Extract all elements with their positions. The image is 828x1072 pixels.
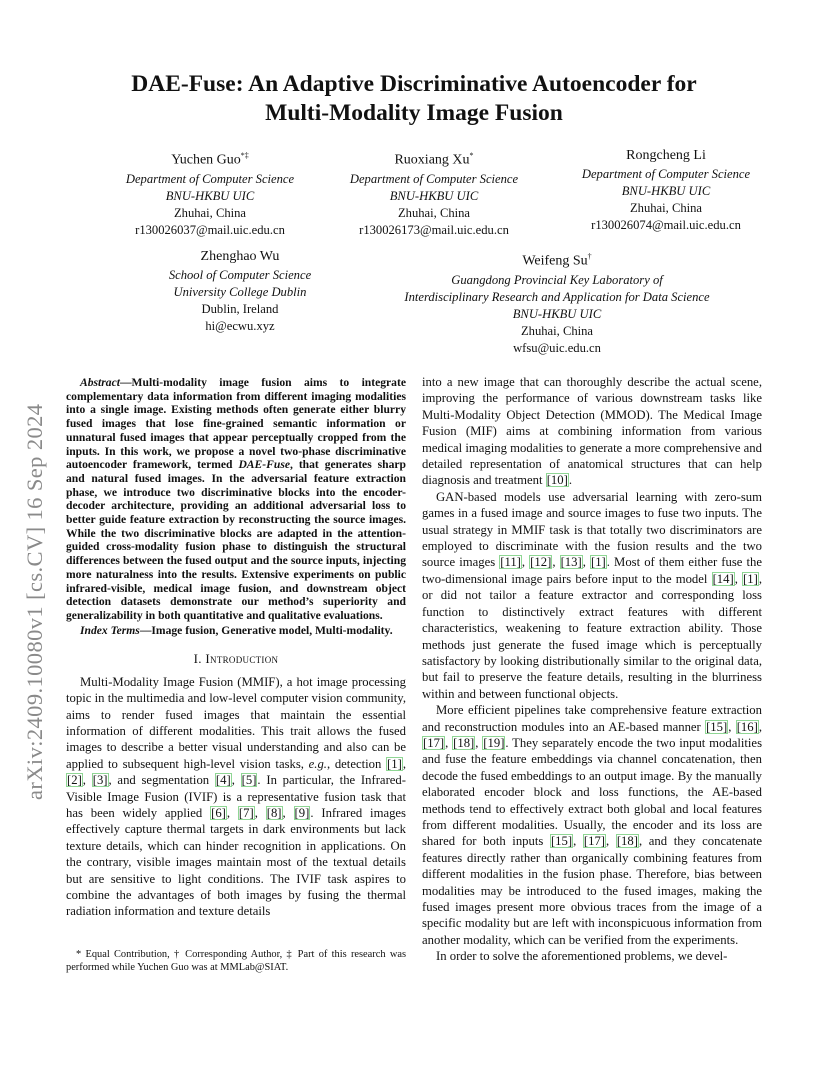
author-city: Dublin, Ireland	[201, 302, 279, 316]
citation-link[interactable]: [11]	[500, 555, 521, 570]
right-paragraph-4: In order to solve the aforementioned problems, we devel-	[436, 949, 728, 964]
author-email[interactable]: r130026173@mail.uic.edu.cn	[359, 222, 509, 237]
citation-link[interactable]: [5]	[241, 773, 257, 788]
citation-link[interactable]: [12]	[530, 555, 552, 570]
author-block-2	[324, 146, 544, 239]
author-block-1	[100, 146, 320, 239]
intro-paragraph-1: Multi-Modality Image Fusion (MMIF), a hot image processing topic in the multimedia and low-level computer vision community, aims to render fused images that maintain the essential information of different modalities. This trait allows the fused images to describe a better visual understanding and also can be applied to subsequent high-level vision tasks, e.g., detection [1], [2], [3], and segmentation [4], [5]. In particular, the Infrared-Visible Image Fusion (IVIF) is a representative fusion task that has been widely applied [6], [7], [8], [9]. Infrared images effectively capture thermal targets in dark environments but lack texture details, which can hinder recognition in applications. On the contrary, visible images maintain most of the textual details but are sensitive to light conditions. The IVIF task aspires to combine the advantages of both images by fusing the thermal radiation information and texture details	[66, 674, 406, 919]
index-terms: Index Terms—Image fusion, Generative model, Multi-modality.	[80, 623, 393, 637]
author-city: Zhuhai, China	[397, 205, 471, 220]
author-inst: BNU-HKBU UIC	[389, 188, 479, 203]
method-name: DAE-Fuse	[238, 458, 290, 472]
author-city: Zhuhai, China	[629, 201, 703, 215]
citation-link[interactable]: [18]	[616, 834, 638, 849]
citation-link[interactable]: [13]	[560, 555, 582, 570]
citation-link[interactable]: [18]	[453, 735, 475, 750]
author-email[interactable]: hi@ecwu.xyz	[205, 319, 275, 333]
citation-link[interactable]: [16]	[736, 719, 758, 734]
author-mark: †	[587, 252, 592, 261]
right-paragraph-1: into a new image that can thoroughly describe the actual scene, improving the performance of various downstream tasks like Multi-Modality Object Detection (MMOD). The Medical Image Fusion (MIF) aims at combining information from various medical imaging modalities to generate a more comprehensive and detailed representation of anatomical structures that can help diagnosis and treatment [10].	[422, 375, 762, 488]
right-paragraph-2: GAN-based models use adversarial learning with zero-sum games in a fused image and source images to fuse two inputs. The usual strategy in MMIF task is that totally two discriminators are employed to discriminate with the fusion results and the two source images [11], [12], [13], [1]. Most of them either fuse the two-dimensional image pairs before input to the model [14], [1], or did not tailor a feature extractor and corresponding loss function to distinctively extract features with different characteristics, weakening to feature extraction ability. Those methods just generate the fused image which is perceptually satisfactory by looking distributionally similar to the original data, but fail to preserve the feature details, resulting in the blurriness within and between functional objects.	[422, 489, 763, 701]
right-paragraph-3: More efficient pipelines take comprehensive feature extraction and reconstruction modules into an AE-based manner [15], [16], [17], [18], [19]. They separately encode the two input modalities and fuse the feature embeddings via channel concatenation, then decode the fused embeddings to an output image. By the manually elaborated encoder block and loss functions, the AE-based methods tend to effectively extract both global and local features from different modalities. Usually, the encoder and its loss are shared for both inputs [15], [17], [18], and they concatenate features directly rather than organically combining features from different modalities in the fusion phase. Therefore, bias between modalities may be introduced to the fused images, making the fused images present more obvious traces from the image of a specific modality but are left with inconspicuous information from another modality, which can be verified from the experiments.	[422, 703, 763, 947]
footnote: * Equal Contribution, † Corresponding Author, ‡ Part of this research was performed while Yuchen Guo was at MMLab@SIAT.	[66, 949, 406, 973]
author-inst: BNU-HKBU UIC	[165, 188, 255, 203]
author-inst: BNU-HKBU UIC	[621, 184, 711, 198]
author-email[interactable]: wfsu@uic.edu.cn	[513, 340, 601, 355]
citation-link[interactable]: [17]	[423, 735, 445, 750]
author-inst: BNU-HKBU UIC	[512, 306, 602, 321]
right-column	[422, 374, 762, 965]
author-email[interactable]: r130026074@mail.uic.edu.cn	[591, 218, 741, 232]
citation-link[interactable]: [6]	[211, 806, 226, 821]
title-line-1: DAE-Fuse: An Adaptive Discriminative Autoencoder for	[131, 71, 697, 97]
author-block-4	[140, 247, 340, 335]
author-name: Ruoxiang Xu	[394, 152, 470, 168]
citation-link[interactable]: [4]	[215, 773, 231, 788]
citation-link[interactable]: [17]	[583, 834, 606, 849]
author-dept: School of Computer Science	[168, 268, 312, 282]
left-column	[66, 376, 406, 920]
arxiv-identifier: arXiv:2409.10080v1 [cs.CV] 16 Sep 2024	[22, 403, 47, 800]
citation-link[interactable]: [15]	[706, 719, 728, 734]
author-dept: Department of Computer Science	[349, 171, 519, 186]
citation-link[interactable]: [9]	[294, 806, 310, 821]
author-dept-2: Interdisciplinary Research and Application for Data Science	[404, 289, 710, 304]
paper-title	[60, 70, 768, 128]
author-name: Zhenghao Wu	[200, 249, 280, 264]
author-dept: Department of Computer Science	[581, 167, 751, 181]
author-email[interactable]: r130026037@mail.uic.edu.cn	[135, 222, 285, 237]
author-city: Zhuhai, China	[520, 323, 594, 338]
citation-link[interactable]: [2]	[67, 773, 82, 788]
author-mark: *‡	[240, 151, 249, 160]
index-terms-label: Index Terms	[80, 623, 140, 637]
citation-link[interactable]: [8]	[266, 806, 282, 821]
citation-link[interactable]: [19]	[483, 735, 505, 750]
citation-link[interactable]: [10]	[546, 473, 568, 488]
author-name: Rongcheng Li	[626, 148, 706, 163]
abstract-label: Abstract	[80, 376, 120, 389]
citation-link[interactable]: [1]	[590, 555, 606, 570]
citation-link[interactable]: [3]	[92, 773, 108, 788]
citation-link[interactable]: [1]	[743, 571, 758, 586]
author-name: Yuchen Guo	[171, 152, 241, 168]
author-mark: *	[469, 151, 474, 160]
citation-link[interactable]: [14]	[712, 571, 734, 586]
author-name: Weifeng Su	[522, 253, 588, 269]
author-city: Zhuhai, China	[173, 205, 247, 220]
author-block-3	[556, 146, 776, 234]
author-block-5	[372, 247, 742, 357]
title-line-2: Multi-Modality Image Fusion	[265, 100, 563, 126]
citation-link[interactable]: [1]	[387, 756, 402, 771]
citation-link[interactable]: [15]	[550, 834, 573, 849]
author-dept: Department of Computer Science	[125, 171, 295, 186]
abstract: Abstract—Multi-modality image fusion aims to integrate complementary data information from different imaging modalities into a single image. Existing methods often generate either blurry fused images that lose fine-grained semantic information or unnatural fused images that appear perceptually cropped from the inputs. In this work, we propose a novel two-phase discriminative autoencoder framework, termed DAE-Fuse, that generates sharp and natural fused images. In the adversarial feature extraction phase, we introduce two discriminative blocks into the encoder-decoder architecture, providing an additional adversarial loss to better guide feature extraction by reconstructing the source images. While the two discriminative blocks are adapted in the attention-guided cross-modality fusion phase to distinguish the structural differences between the fused output and the source inputs, injecting more naturalness into the results. Extensive experiments on public infrared-visible, medical image fusion, and downstream object detection datasets demonstrate our method’s superiority and generalizability in both quantitative and qualitative evaluations.	[66, 376, 406, 622]
section-heading-introduction: I. Introduction	[193, 651, 279, 667]
author-dept: Guangdong Provincial Key Laboratory of	[451, 272, 663, 287]
author-inst: University College Dublin	[173, 285, 307, 299]
citation-link[interactable]: [7]	[238, 806, 254, 821]
